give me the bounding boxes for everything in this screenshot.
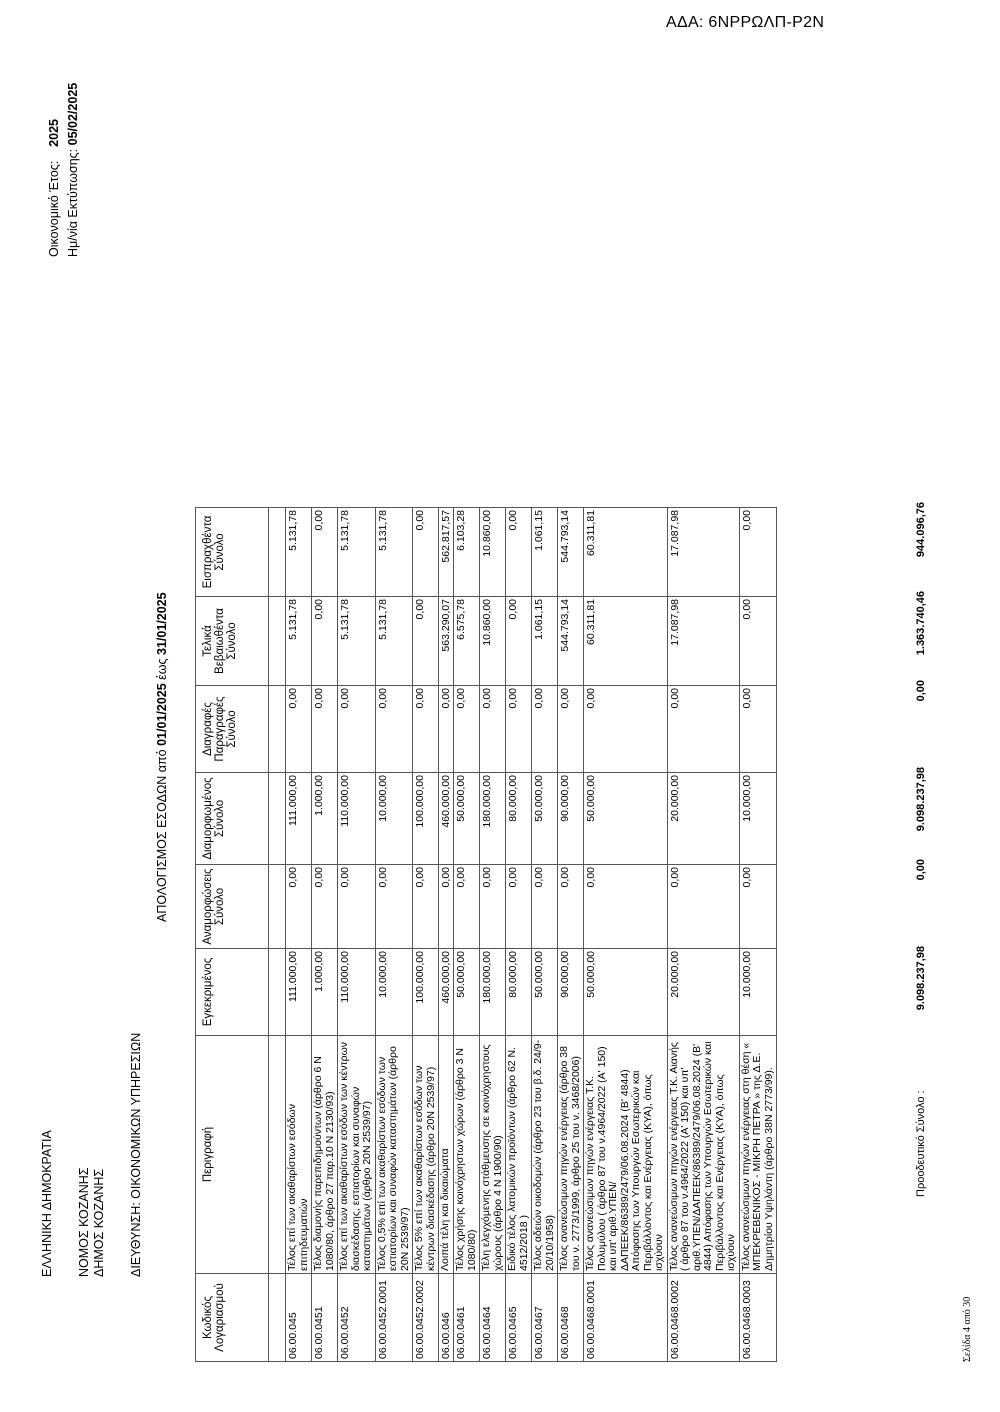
account-code: 06.00.0468.0001	[584, 1274, 668, 1362]
formed-amount: 180.000,00	[480, 773, 506, 865]
table-row	[739, 508, 777, 1362]
certified-amount: 6.575,78	[454, 597, 480, 686]
total-collected: 944.096,76	[915, 502, 927, 558]
formed-amount: 90.000,00	[558, 773, 584, 865]
col-header-description: Περιγραφή	[196, 1036, 269, 1274]
formed-amount: 50.000,00	[454, 773, 480, 865]
account-code: 06.00.0451	[312, 1274, 338, 1362]
approved-amount: 180.000,00	[480, 949, 506, 1036]
document-meta	[45, 83, 83, 257]
department-label: ΔΙΕΥΘΥΝΣΗ: ΟΙΚΟΝΟΜΙΚΩΝ ΥΠΗΡΕΣΙΩΝ	[129, 1032, 143, 1277]
municipality-label: ΔΗΜΟΣ ΚΟΖΑΝΗΣ	[92, 1168, 106, 1277]
total-certified: 1.363.740,46	[915, 591, 927, 656]
collected-amount: 0,00	[739, 508, 777, 597]
table-row	[667, 508, 739, 1362]
amendments-amount: 0,00	[506, 865, 532, 949]
writeoffs-amount: 0,00	[739, 686, 777, 773]
account-code: 06.00.045	[286, 1274, 312, 1362]
table-row	[439, 508, 454, 1362]
title-to-date: 31/01/2025	[155, 592, 169, 655]
total-writeoffs: 0,00	[915, 680, 927, 702]
writeoffs-amount: 0,00	[375, 686, 413, 773]
col-header-formed: Διαμορφωμένος Σύνολο	[196, 773, 269, 865]
table-header-row	[196, 508, 269, 1362]
amendments-amount: 0,00	[454, 865, 480, 949]
writeoffs-amount: 0,00	[439, 686, 454, 773]
total-label: Προοδευτικό Σύνολο :	[915, 1090, 927, 1197]
collected-amount: 17.087,98	[667, 508, 739, 597]
amendments-amount: 0,00	[667, 865, 739, 949]
approved-amount: 50.000,00	[532, 949, 558, 1036]
fiscal-year-label: Οικονομικό Έτος:	[47, 160, 61, 257]
table-row	[454, 508, 480, 1362]
revenue-table	[195, 507, 777, 1362]
amendments-amount: 0,00	[413, 865, 439, 949]
print-date-label: Ημ/νία Εκτύπωσης:	[66, 148, 80, 257]
amendments-amount: 0,00	[739, 865, 777, 949]
table-row	[506, 508, 532, 1362]
approved-amount: 80.000,00	[506, 949, 532, 1036]
table-row	[558, 508, 584, 1362]
account-code: 06.00.0461	[454, 1274, 480, 1362]
account-code: 06.00.0468	[558, 1274, 584, 1362]
table-row	[312, 508, 338, 1362]
writeoffs-amount: 0,00	[413, 686, 439, 773]
certified-amount: 563.290,07	[439, 597, 454, 686]
total-formed: 9.098.237,98	[915, 767, 927, 832]
description: Τέλος χρήσης κοινόχρηστων χώρων (άρθρο 3 Ν 1080/80)	[454, 1036, 480, 1274]
certified-amount: 5.131,78	[286, 597, 312, 686]
page-number: Σελίδα 4 από 30	[962, 1296, 973, 1362]
description: Λοιπά τέλη και δικαιώματα	[439, 1036, 454, 1274]
writeoffs-amount: 0,00	[454, 686, 480, 773]
amendments-amount: 0,00	[532, 865, 558, 949]
description: Τέλος ανανεώσιμων πηγών ενέργειας στη θέση « ΜΠΕΚΡΕΒΕΝΙΚΟΣ - ΜΙΚΡΗ ΠΕΤΡΑ » της Δ.Ε. Δημητρίου Υψηλάντη (άρθρο 38Ν 2773/99).	[739, 1036, 777, 1274]
approved-amount: 20.000,00	[667, 949, 739, 1036]
approved-amount: 100.000,00	[413, 949, 439, 1036]
writeoffs-amount: 0,00	[312, 686, 338, 773]
collected-amount: 60.311,81	[584, 508, 668, 597]
country-label: ΕΛΛΗΝΙΚΗ ΔΗΜΟΚΡΑΤΙΑ	[40, 1130, 54, 1277]
ada-code: ΑΔΑ: 6ΝΡΡΩΛΠ-Ρ2Ν	[666, 14, 825, 31]
writeoffs-amount: 0,00	[584, 686, 668, 773]
approved-amount: 1.000,00	[312, 949, 338, 1036]
formed-amount: 10.000,00	[739, 773, 777, 865]
writeoffs-amount: 0,00	[286, 686, 312, 773]
formed-amount: 10.000,00	[375, 773, 413, 865]
description: Τέλος 5% επί των ακαθαρίστων εσόδων των κέντρων διασκέδασης (άρθρο 20Ν 2539/97)	[413, 1036, 439, 1274]
description: Τέλος αδειών οικοδομών (άρθρο 23 του β.δ. 24/9-20/10/1958)	[532, 1036, 558, 1274]
description: Τέλος διαμονής παρεπιδημούντων (άρθρο 6 Ν 1080/80, άρθρο 27 παρ.10 Ν 2130/93)	[312, 1036, 338, 1274]
formed-amount: 111.000,00	[286, 773, 312, 865]
description: Τέλος επί των ακαθαρίστων εσόδων επιτηδευματιών	[286, 1036, 312, 1274]
approved-amount: 460.000,00	[439, 949, 454, 1036]
approved-amount: 110.000,00	[338, 949, 376, 1036]
collected-amount: 0,00	[312, 508, 338, 597]
writeoffs-amount: 0,00	[506, 686, 532, 773]
col-header-approved: Εγκεκριμένος	[196, 949, 269, 1036]
account-code: 06.00.0464	[480, 1274, 506, 1362]
collected-amount: 544.793,14	[558, 508, 584, 597]
col-header-code: Κωδικός Λογαριασμού	[196, 1274, 269, 1362]
certified-amount: 0,00	[413, 597, 439, 686]
description: Τέλος επί των ακαθαρίστων εσόδων των κέντρων διασκέδασης, εστιατορίων και συναφών καταστημάτων (άρθρο 20Ν 2539/97)	[338, 1036, 376, 1274]
amendments-amount: 0,00	[338, 865, 376, 949]
certified-amount: 17.087,98	[667, 597, 739, 686]
fiscal-year-value: 2025	[47, 119, 61, 147]
collected-amount: 1.061,15	[532, 508, 558, 597]
certified-amount: 1.061,15	[532, 597, 558, 686]
formed-amount: 80.000,00	[506, 773, 532, 865]
account-code: 06.00.0452	[338, 1274, 376, 1362]
amendments-amount: 0,00	[584, 865, 668, 949]
total-approved: 9.098.237,98	[915, 946, 927, 1011]
certified-amount: 10.860,00	[480, 597, 506, 686]
description: Τέλος 0,5% επί των ακαθαρίστων εσόδων των εστιατορίων και συναφών καταστημάτων (άρθρο 20Ν 2539/97)	[375, 1036, 413, 1274]
approved-amount: 90.000,00	[558, 949, 584, 1036]
col-header-certified: Τελικά Βεβαιωθέντα Σύνολο	[196, 597, 269, 686]
account-code: 06.00.0468.0002	[667, 1274, 739, 1362]
certified-amount: 5.131,78	[375, 597, 413, 686]
writeoffs-amount: 0,00	[480, 686, 506, 773]
account-code: 06.00.0465	[506, 1274, 532, 1362]
certified-amount: 60.311,81	[584, 597, 668, 686]
account-code: 06.00.046	[439, 1274, 454, 1362]
formed-amount: 50.000,00	[532, 773, 558, 865]
writeoffs-amount: 0,00	[338, 686, 376, 773]
description: Τέλη ελεγχόμενης στάθμευσης σε κοινόχρηστους χώρους (άρθρο 4 Ν 1900/90)	[480, 1036, 506, 1274]
writeoffs-amount: 0,00	[558, 686, 584, 773]
collected-amount: 5.131,78	[286, 508, 312, 597]
table-row	[584, 508, 668, 1362]
report-title	[155, 592, 169, 922]
collected-amount: 10.860,00	[480, 508, 506, 597]
collected-amount: 0,00	[413, 508, 439, 597]
amendments-amount: 0,00	[312, 865, 338, 949]
approved-amount: 50.000,00	[584, 949, 668, 1036]
approved-amount: 50.000,00	[454, 949, 480, 1036]
account-code: 06.00.0452.0002	[413, 1274, 439, 1362]
formed-amount: 110.000,00	[338, 773, 376, 865]
total-amendments: 0,00	[915, 859, 927, 881]
formed-amount: 1.000,00	[312, 773, 338, 865]
table-row	[532, 508, 558, 1362]
approved-amount: 111.000,00	[286, 949, 312, 1036]
description: Τέλος ανανεώσιμων πηγών ενέργειας (άρθρο 38 του ν. 2773/1999, άρθρο 25 του ν. 3468/2006)	[558, 1036, 584, 1274]
collected-amount: 5.131,78	[338, 508, 376, 597]
table-row	[413, 508, 439, 1362]
amendments-amount: 0,00	[439, 865, 454, 949]
approved-amount: 10.000,00	[375, 949, 413, 1036]
formed-amount: 460.000,00	[439, 773, 454, 865]
amendments-amount: 0,00	[480, 865, 506, 949]
header-spacer-row	[269, 508, 286, 1362]
description: Τέλος ανανεώσιμων πηγών ενέργειας Τ.Κ. Πολυμύλου ( άρθρο 87 του ν.4964/2022 (Α' 150) και υπ' αριθ.ΥΠΕΝ/ΔΑΠΕΕΚ/86389/2479/06.08.2024 (Β' 4844) Απόφασης των Υπουργών Εσωτερικών και Περιβάλλοντος και Ενέργειας (ΚΥΑ), όπως ισχύουν	[584, 1036, 668, 1274]
writeoffs-amount: 0,00	[667, 686, 739, 773]
formed-amount: 50.000,00	[584, 773, 668, 865]
description: Ειδικό τέλος λατομικών προϊόντων (άρθρο 62 Ν. 4512/2018 )	[506, 1036, 532, 1274]
table-body	[286, 508, 777, 1362]
collected-amount: 562.817,57	[439, 508, 454, 597]
writeoffs-amount: 0,00	[532, 686, 558, 773]
amendments-amount: 0,00	[558, 865, 584, 949]
amendments-amount: 0,00	[375, 865, 413, 949]
account-code: 06.00.0452.0001	[375, 1274, 413, 1362]
description: Τέλος ανανεώσιμων πηγών ενέργειας Τ.Κ. Αιανής ( άρθρο 87 του ν.4964/2022 (Α' 150) και υπ' αριθ.ΥΠΕΝ/ΔΑΠΕΕΚ/86389/2479/06.08.2024 (Β' 4844) Απόφασης των Υπουργών Εσωτερικών και Περιβάλλοντος και Ενέργειας (ΚΥΑ), όπως ισχύουν	[667, 1036, 739, 1274]
col-header-amendments: Αναμορφώσεις Σύνολο	[196, 865, 269, 949]
amendments-amount: 0,00	[286, 865, 312, 949]
collected-amount: 6.103,28	[454, 508, 480, 597]
table-row	[375, 508, 413, 1362]
certified-amount: 0,00	[312, 597, 338, 686]
col-header-writeoffs: Διαγραφές Παραγραφές Σύνολο	[196, 686, 269, 773]
formed-amount: 20.000,00	[667, 773, 739, 865]
print-date-value: 05/02/2025	[66, 82, 80, 146]
title-prefix: ΑΠΟΛΟΓΙΣΜΟΣ ΕΣΟΔΩΝ από	[155, 749, 169, 922]
approved-amount: 10.000,00	[739, 949, 777, 1036]
prefecture-label: ΝΟΜΟΣ ΚΟΖΑΝΗΣ	[77, 1167, 91, 1277]
formed-amount: 100.000,00	[413, 773, 439, 865]
col-header-collected: Εισπραχθέντα Σύνολο	[196, 508, 269, 597]
certified-amount: 5.131,78	[338, 597, 376, 686]
certified-amount: 0,00	[739, 597, 777, 686]
account-code: 06.00.0468.0003	[739, 1274, 777, 1362]
title-from-date: 01/01/2025	[155, 683, 169, 746]
title-middle: έως	[155, 658, 169, 680]
account-code: 06.00.0467	[532, 1274, 558, 1362]
issuer-header	[40, 1033, 144, 1277]
certified-amount: 544.793,14	[558, 597, 584, 686]
table-row	[286, 508, 312, 1362]
collected-amount: 0,00	[506, 508, 532, 597]
table-row	[480, 508, 506, 1362]
certified-amount: 0,00	[506, 597, 532, 686]
table-row	[338, 508, 376, 1362]
collected-amount: 5.131,78	[375, 508, 413, 597]
